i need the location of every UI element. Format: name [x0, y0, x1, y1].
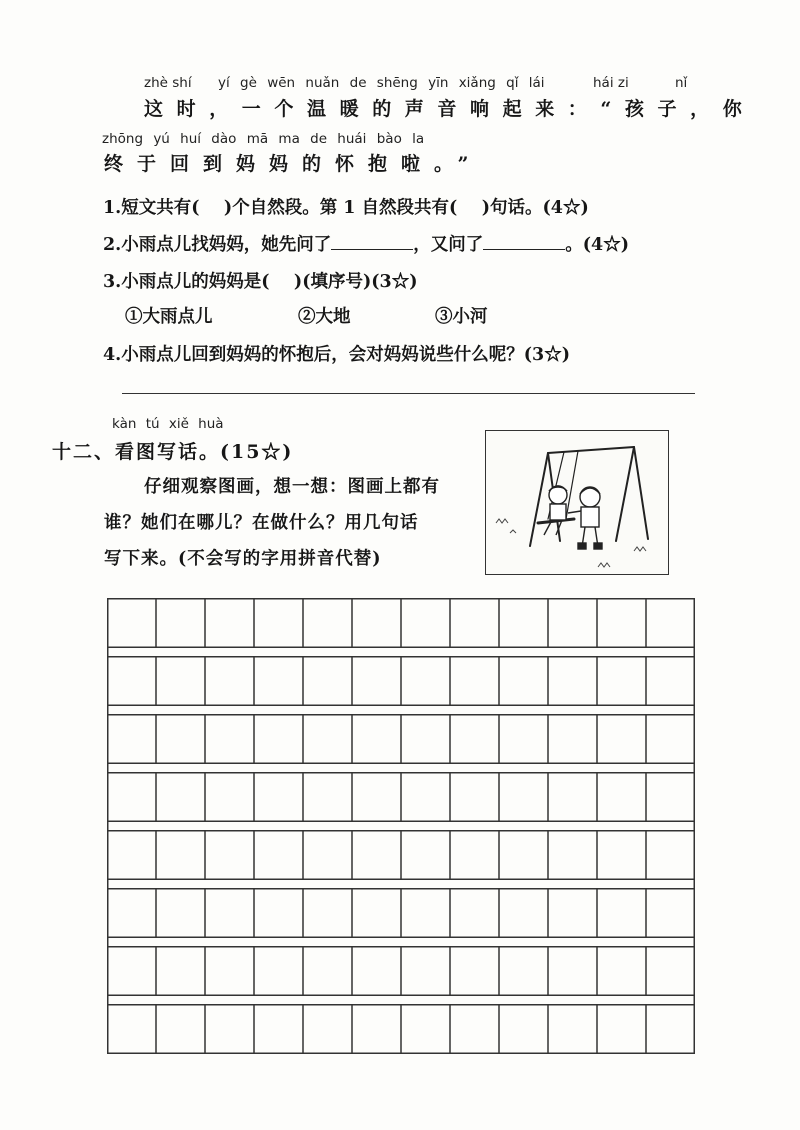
swing-drawing: [486, 431, 668, 574]
section-12-pinyin: kàn tú xiě huà: [112, 416, 224, 432]
passage-text-line-1: 这时，一个温暖的声音响起来：“孩子，你: [144, 98, 756, 120]
question-3-option-1: ①大雨点儿: [125, 307, 213, 327]
pinyin-segment: yí gè wēn nuǎn de shēng yīn xiǎng qǐ lái: [218, 75, 545, 91]
instruction-line-2: 谁？她们在哪儿？在做什么？用几句话: [104, 513, 419, 533]
pinyin-segment: hái zi: [593, 75, 629, 91]
question-4-answer-line[interactable]: [122, 393, 695, 394]
question-3-option-3: ③小河: [435, 307, 488, 327]
writing-grid-lines: [107, 598, 695, 1054]
pinyin-segment: nǐ: [675, 75, 688, 91]
instruction-line-3: 写下来。(不会写的字用拼音代替): [104, 549, 382, 569]
passage-pinyin-line-2: [0, 131, 800, 149]
question-2-text-b: ，又问了: [413, 235, 484, 255]
question-3: 3.小雨点儿的妈妈是( )(填序号)(3☆): [103, 272, 418, 292]
question-2: [103, 231, 629, 256]
question-2-text-a: 2.小雨点儿找妈妈，她先问了: [103, 235, 332, 255]
section-12-title: 十二、看图写话。(15☆): [52, 441, 294, 463]
pinyin-segment: zhōng yú huí dào mā ma de huái bào la: [102, 131, 425, 147]
question-1: 1.短文共有( )个自然段。第 1 自然段共有( )句话。(4☆): [103, 198, 589, 218]
question-2-text-c: 。(4☆): [565, 235, 630, 255]
passage-text-line-2: 终于回到妈妈的怀抱啦。”: [104, 153, 483, 175]
writing-grid[interactable]: [107, 598, 695, 1054]
answer-blank-1[interactable]: [331, 233, 413, 250]
question-3-option-2: ②大地: [298, 307, 351, 327]
pinyin-segment: zhè shí: [144, 75, 192, 91]
question-4: 4.小雨点儿回到妈妈的怀抱后，会对妈妈说些什么呢？(3☆): [103, 345, 571, 365]
swing-illustration: [485, 430, 669, 575]
instruction-line-1: 仔细观察图画，想一想：图画上都有: [144, 477, 440, 497]
answer-blank-2[interactable]: [483, 233, 565, 250]
passage-pinyin-line-1: [0, 75, 800, 93]
